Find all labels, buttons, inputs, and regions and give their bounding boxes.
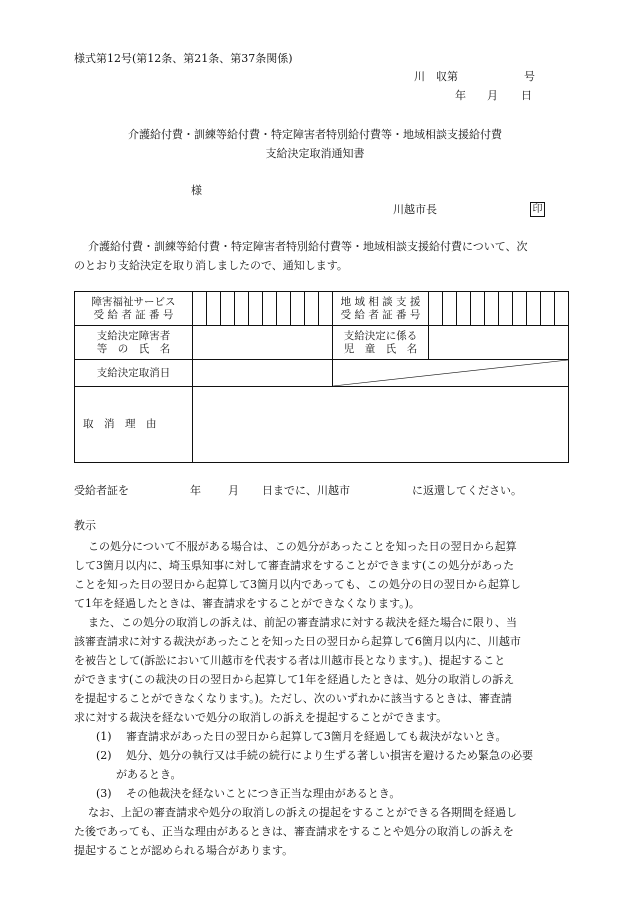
return-prefix: 受給者証を (74, 484, 129, 497)
p3-line3: 提起することが認められる場合があります。 (74, 844, 294, 857)
digit-box[interactable] (277, 292, 291, 326)
intro-line1: 介護給付費・訓練等給付費・特定障害者特別給付費等・地域相談支援給付費について、次 (88, 240, 528, 253)
reference-prefix: 川 収第 (414, 70, 458, 83)
digit-box[interactable] (499, 292, 513, 326)
form-number: 様式第12号(第12条、第21条、第37条関係) (74, 52, 293, 65)
digit-box[interactable] (527, 292, 541, 326)
cert-number-label-line2: 受 給 者 証 番 号 (93, 308, 174, 321)
intro-line2: のとおり支給決定を取り消しましたので、通知します。 (74, 259, 348, 272)
regional-number-label (333, 292, 429, 326)
seal-mark: 印 (530, 202, 545, 217)
return-deadline: 日までに、川越市 (262, 484, 350, 497)
regional-number-label-line1: 地 域 相 談 支 援 (340, 295, 421, 308)
recipient-name-label-line1: 支給決定障害者 (96, 329, 171, 342)
cancel-date-field[interactable] (193, 360, 333, 387)
document-title-line2: 支給決定取消通知書 (265, 147, 365, 160)
p3-line2: た後であっても、正当な理由があるときは、審査請求をすることや処分の取消しの訴えを (74, 825, 514, 838)
return-year: 年 (190, 484, 201, 497)
p2-line4: ができます(この裁決の日の翌日から起算して1年を経過したときは、処分の取消しの訴え (74, 673, 515, 686)
digit-box[interactable] (235, 292, 249, 326)
digit-box[interactable] (263, 292, 277, 326)
table-row (75, 387, 569, 463)
p2-line3: を被告として(訴訟において川越市を代表する者は川越市長となります。)、提起すること (74, 654, 506, 667)
recipient-name-label (75, 326, 193, 360)
digit-box[interactable] (249, 292, 263, 326)
recipient-name-label-line2: 等 の 氏 名 (96, 342, 171, 355)
digit-box[interactable] (207, 292, 221, 326)
cert-number-label-line1: 障害福祉サービス (91, 295, 176, 308)
item-3-text: その他裁決を経ないことにつき正当な理由があるとき。 (126, 787, 401, 800)
table-row (75, 360, 569, 387)
table-row (75, 292, 569, 326)
digit-box[interactable] (319, 292, 333, 326)
date-month: 月 (487, 89, 498, 102)
digit-box[interactable] (305, 292, 319, 326)
decision-table (74, 291, 569, 463)
digit-box[interactable] (221, 292, 235, 326)
sender-name: 川越市長 (393, 203, 437, 216)
child-name-field[interactable] (429, 326, 569, 360)
digit-box[interactable] (541, 292, 555, 326)
digit-box[interactable] (429, 292, 443, 326)
cancel-reason-label (75, 387, 193, 463)
item-3-num: (3) (96, 787, 112, 800)
date-day: 日 (521, 89, 532, 102)
digit-box[interactable] (513, 292, 527, 326)
p3-line1: なお、上記の審査請求や処分の取消しの訴えの提起をすることができる各期間を経過し (88, 806, 517, 819)
p2-line5: を提起することができなくなります。)。ただし、次のいずれかに該当するときは、審査請 (74, 692, 512, 705)
return-month: 月 (228, 484, 239, 497)
p1-line2: して3箇月以内に、埼玉県知事に対して審査請求をすることができます(この処分があった (74, 559, 515, 572)
table-row (75, 326, 569, 360)
digit-box[interactable] (457, 292, 471, 326)
cancel-reason-field[interactable] (193, 387, 569, 463)
return-suffix: に返還してください。 (412, 484, 522, 497)
p1-line1: この処分について不服がある場合は、この処分があったことを知った日の翌日から起算 (88, 540, 517, 553)
regional-number-label-line2: 受 給 者 証 番 号 (340, 308, 421, 321)
p2-line2: 該審査請求に対する裁決があったことを知った日の翌日から起算して6箇月以内に、川越市 (74, 635, 521, 648)
digit-box[interactable] (555, 292, 569, 326)
p1-line3: ことを知った日の翌日から起算して3箇月以内であっても、この処分の日の翌日から起算し (74, 578, 521, 591)
recipient-name-field[interactable] (193, 326, 333, 360)
digit-box[interactable] (471, 292, 485, 326)
child-name-label (333, 326, 429, 360)
digit-box[interactable] (193, 292, 207, 326)
digit-box[interactable] (485, 292, 499, 326)
item-2-cont: があるとき。 (116, 768, 182, 781)
strike-line (333, 360, 568, 386)
item-1-text: 審査請求があった日の翌日から起算して3箇月を経過しても裁決がないとき。 (126, 730, 507, 743)
p2-line6: 求に対する裁決を経ないで処分の取消しの訴えを提起することができます。 (74, 711, 448, 724)
document-title-line1: 介護給付費・訓練等給付費・特定障害者特別給付費等・地域相談支援給付費 (128, 128, 502, 141)
date-year: 年 (455, 89, 466, 102)
cancel-date-label-text: 支給決定取消日 (96, 366, 171, 379)
item-2-text: 処分、処分の執行又は手続の続行により生ずる著しい損害を避けるため緊急の必要 (126, 749, 533, 762)
cert-number-label (75, 292, 193, 326)
cancel-reason-label-text: 取 消 理 由 (83, 418, 157, 430)
digit-box[interactable] (443, 292, 457, 326)
p1-line4: て1年を経過したときは、審査請求をすることができなくなります。)。 (74, 597, 420, 610)
child-name-label-line1: 支給決定に係る (343, 329, 418, 342)
struck-cell (333, 360, 569, 387)
cancel-date-label (75, 360, 193, 387)
p2-line1: また、この処分の取消しの訴えは、前記の審査請求に対する裁決を経た場合に限り、当 (88, 616, 517, 629)
reference-suffix: 号 (524, 70, 535, 83)
addressee-honorific: 様 (191, 184, 202, 197)
item-1-num: (1) (96, 730, 112, 743)
instructions-heading: 教示 (74, 519, 96, 532)
digit-box[interactable] (291, 292, 305, 326)
child-name-label-line2: 児 童 氏 名 (343, 342, 418, 355)
item-2-num: (2) (96, 749, 112, 762)
